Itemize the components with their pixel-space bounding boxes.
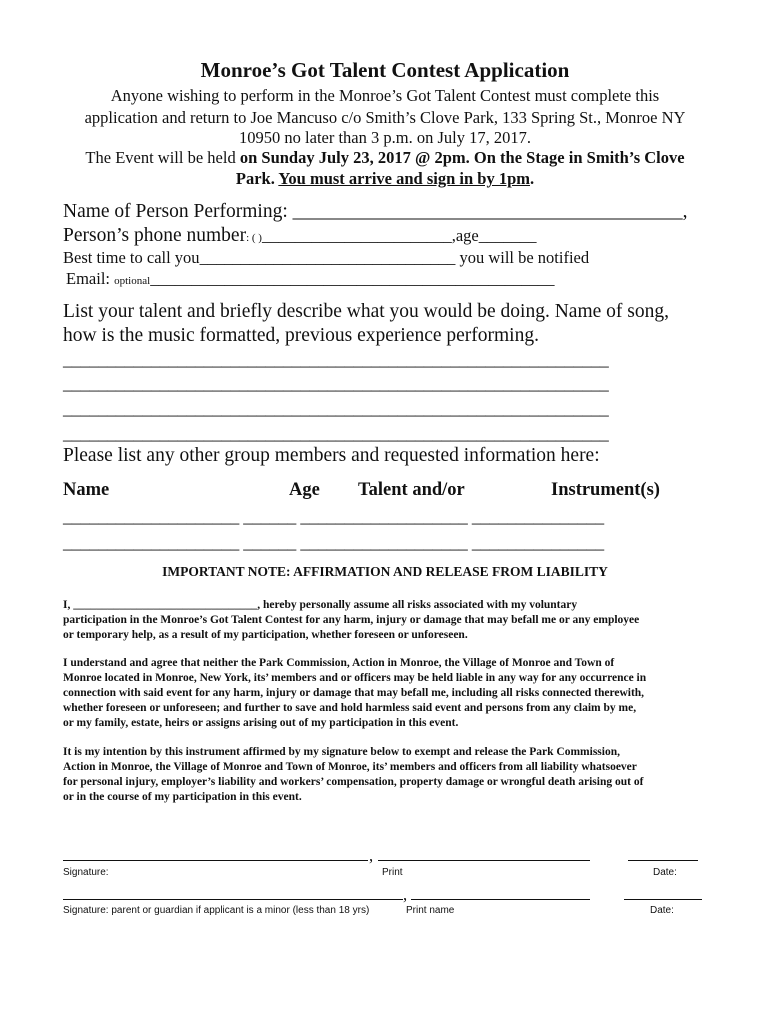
- name-blank[interactable]: ________________________________________,: [292, 201, 688, 222]
- talent-blank-line-2[interactable]: ______________________________________________________________: [63, 373, 609, 393]
- release-paragraph-2: [63, 656, 646, 731]
- date-line-2[interactable]: [624, 899, 702, 900]
- signature-line[interactable]: [63, 860, 368, 861]
- release-heading: IMPORTANT NOTE: AFFIRMATION AND RELEASE FROM LIABILITY: [162, 564, 608, 579]
- release-p1-line-2: participation in the Monroe’s Got Talent Contest for any harm, injury or damage that may befall me or any employee: [63, 614, 640, 626]
- email-blank[interactable]: _________________________________________________: [150, 269, 555, 288]
- event-date-location: on Sunday July 23, 2017 @ 2pm. On the Stage in Smith’s Clove: [239, 148, 685, 167]
- intro-line-4: [0, 148, 770, 168]
- best-time-label: Best time to call you: [63, 248, 200, 267]
- col-header-age: Age: [289, 480, 320, 500]
- event-park: Park.: [235, 169, 279, 188]
- release-p3-line-3: for personal injury, employer’s liability and workers’ compensation, property damage or wrongful death arising out of: [63, 776, 644, 788]
- arrival-notice: You must arrive and sign in by 1pm: [278, 169, 531, 188]
- signature-label: Signature:: [63, 867, 109, 878]
- best-time-blank[interactable]: _______________________________: [199, 248, 456, 267]
- intro-line-3: 10950 no later than 3 p.m. on July 17, 2017.: [239, 128, 531, 147]
- release-paragraph-3: [63, 745, 643, 805]
- best-time-field[interactable]: [63, 248, 589, 268]
- talent-prompt-line-2: how is the music formatted, previous experience performing.: [63, 325, 539, 346]
- name-field[interactable]: [63, 201, 688, 223]
- intro-line-5: [0, 169, 770, 189]
- email-optional: optional: [114, 275, 151, 287]
- form-title: Monroe’s Got Talent Contest Application: [200, 58, 570, 82]
- print-name-line[interactable]: [411, 899, 590, 900]
- guardian-signature-line[interactable]: [63, 899, 403, 900]
- email-field[interactable]: [66, 269, 554, 289]
- phone-blank[interactable]: _______________________,age_______: [261, 226, 537, 245]
- guardian-comma: ,: [403, 885, 408, 904]
- intro-line-2: application and return to Joe Mancuso c/o Smith’s Clove Park, 133 Spring St., Monroe NY: [84, 108, 686, 127]
- print-label: Print: [382, 867, 403, 878]
- release-p2-line-5: or my family, estate, heirs or assigns arising out of my participation in this event.: [63, 717, 459, 729]
- phone-field[interactable]: [63, 225, 536, 247]
- phone-label: Person’s phone number: [63, 225, 247, 246]
- signature-comma: ,: [369, 846, 374, 865]
- phone-paren: : ( ): [246, 232, 262, 244]
- guardian-signature-label: Signature: parent or guardian if applicant is a minor (less than 18 yrs): [63, 905, 370, 916]
- date-line[interactable]: [628, 860, 698, 861]
- col-header-instrument: Instrument(s): [551, 480, 660, 500]
- release-p2-line-3: connection with said event for any harm, injury or damage that may befall me, including all risks connected therewith,: [63, 687, 645, 699]
- release-p1-line-1: I, ________________________________, hereby personally assume all risks associated with my voluntary: [63, 599, 578, 611]
- release-p2-line-2: Monroe located in Monroe, New York, its’ members and or officers may be held liable in any way for any occurrence in: [63, 672, 647, 684]
- group-prompt: Please list any other group members and requested information here:: [63, 445, 600, 466]
- event-text: The Event will be held: [85, 148, 240, 167]
- notified-text: you will be notified: [455, 248, 590, 267]
- arrival-period: .: [530, 169, 535, 188]
- intro-line-1: Anyone wishing to perform in the Monroe’s Got Talent Contest must complete this: [110, 86, 660, 105]
- release-p3-line-1: It is my intention by this instrument affirmed by my signature below to exempt and release the Park Commission,: [63, 746, 620, 758]
- print-line[interactable]: [378, 860, 590, 861]
- date-label-2: Date:: [650, 905, 674, 916]
- name-label: Name of Person Performing:: [63, 201, 293, 222]
- email-label: Email:: [66, 269, 115, 288]
- group-row-1[interactable]: ____________________ ______ ___________________ _______________: [63, 506, 604, 526]
- release-p3-line-2: Action in Monroe, the Village of Monroe and Town of Monroe, its’ members and officers from all liability whatsoever: [63, 761, 637, 773]
- print-name-label: Print name: [406, 905, 455, 916]
- release-p2-line-4: whether foreseen or unforeseen; and further to save and hold harmless said event and persons from any claim by me,: [63, 702, 637, 714]
- group-row-2[interactable]: ____________________ ______ ___________________ _______________: [63, 532, 604, 552]
- col-header-talent: Talent and/or: [358, 480, 465, 500]
- release-paragraph-1: [63, 598, 639, 643]
- date-label: Date:: [653, 867, 677, 878]
- talent-blank-line-3[interactable]: ______________________________________________________________: [63, 398, 609, 418]
- talent-prompt-line-1: List your talent and briefly describe what you would be doing. Name of song,: [63, 301, 669, 322]
- release-p2-line-1: I understand and agree that neither the Park Commission, Action in Monroe, the Village of Monroe and Town of: [63, 657, 615, 669]
- release-p3-line-4: or in the course of my participation in this event.: [63, 791, 302, 803]
- talent-blank-line-4[interactable]: ______________________________________________________________: [63, 423, 609, 443]
- col-header-name: Name: [63, 480, 110, 500]
- talent-blank-line-1[interactable]: ______________________________________________________________: [63, 349, 609, 369]
- release-p1-line-3: or temporary help, as a result of my participation, whether foreseen or unforeseen.: [63, 629, 468, 641]
